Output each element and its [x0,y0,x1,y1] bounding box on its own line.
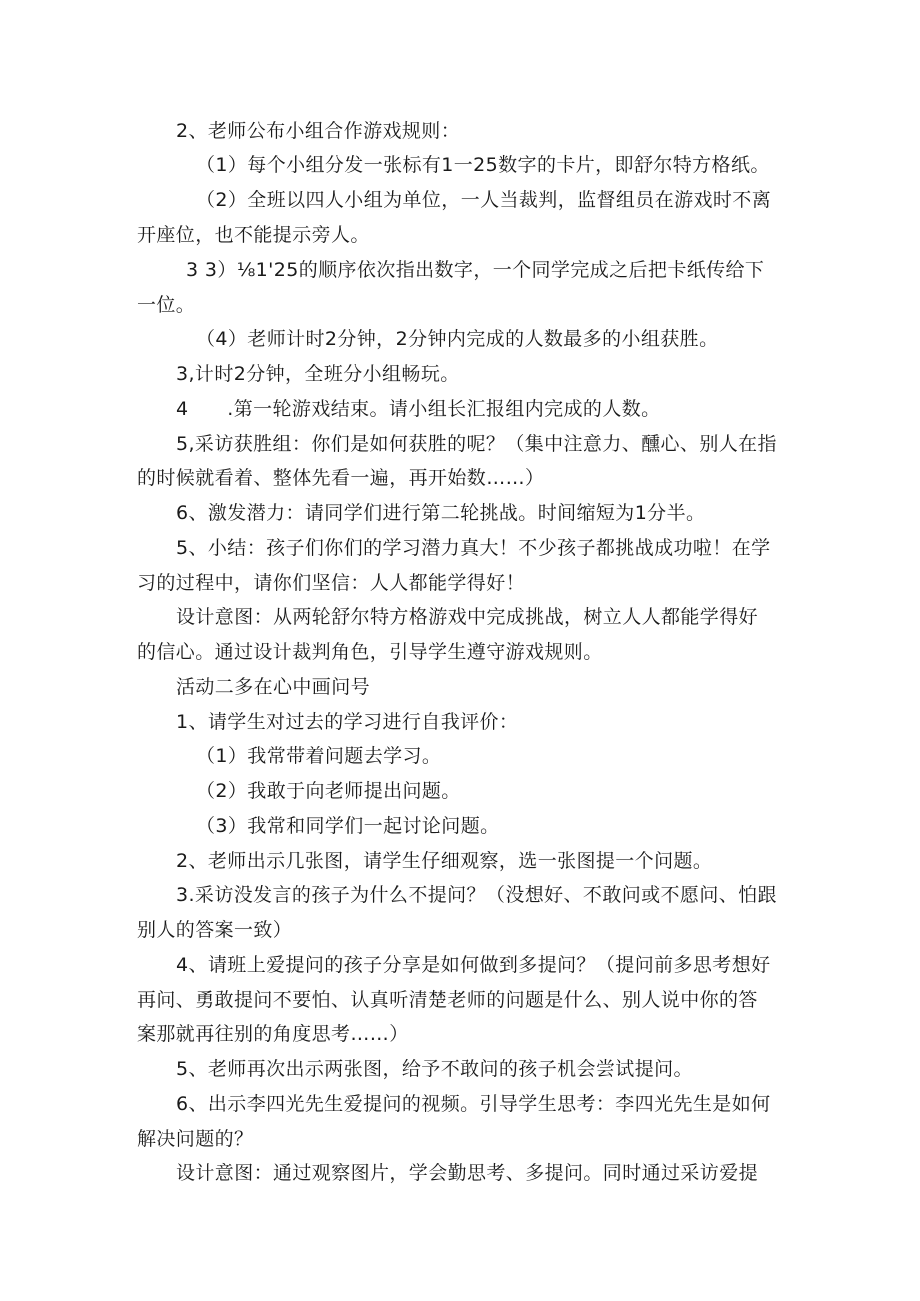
text-line: 6、出示李四光先生爱提问的视频。引导学生思考：李四光先生是如何 [176,1093,771,1115]
text-line: 4 .第一轮游戏结束。请小组长汇报组内完成的人数。 [176,398,661,420]
text-line: 3 3）⅛1'25的顺序依次指出数字，一个同学完成之后把卡纸传给下 [186,259,765,281]
text-line: 习的过程中，请你们坚信：人人都能学得好！ [137,572,526,594]
text-line: 设计意图：通过观察图片，学会勤思考、多提问。同时通过采访爱提 [176,1162,759,1184]
text-line: 2、老师出示几张图，请学生仔细观察，选一张图提一个问题。 [176,850,713,872]
text-line: 案那就再往别的角度思考……） [137,1023,409,1045]
text-line: （1）我常带着问题去学习。 [196,745,442,767]
text-line: 5,采访获胜组：你们是如何获胜的呢？（集中注意力、醺心、别人在指 [176,433,777,455]
text-line: 3,计时2分钟，全班分小组畅玩。 [176,363,460,385]
text-line: 再问、勇敢提问不要怕、认真听清楚老师的问题是什么、别人说中你的答 [137,989,758,1011]
section-heading: 活动二多在心中画问号 [176,676,371,698]
text-line: 4、请班上爱提问的孩子分享是如何做到多提问？（提问前多思考想好 [176,954,771,976]
text-line: 一位。 [137,294,196,316]
text-line: （4）老师计时2分钟，2分钟内完成的人数最多的小组获胜。 [196,328,719,350]
text-line: 5、小结：孩子们你们的学习潜力真大！不少孩子都挑战成功啦！在学 [176,537,771,559]
text-line: （2）全班以四人小组为单位，一人当裁判，监督组员在游戏时不离 [196,189,772,211]
text-line: （1）每个小组分发一张标有1一25数字的卡片，即舒尔特方格纸。 [196,154,770,176]
text-line: 别人的答案一致） [137,919,293,941]
text-line: 的时候就看着、整体先看一遍，再开始数……） [137,467,545,489]
text-line: 2、老师公布小组合作游戏规则： [176,120,461,142]
text-line: 开座位，也不能提示旁人。 [137,224,370,246]
text-line: （2）我敢于向老师提出问题。 [196,780,461,802]
text-line: 6、激发潜力：请同学们进行第二轮挑战。时间缩短为1分半。 [176,502,706,524]
text-line: 设计意图：从两轮舒尔特方格游戏中完成挑战，树立人人都能学得好 [176,606,759,628]
text-line: 1、请学生对过去的学习进行自我评价： [176,711,519,733]
text-line: 的信心。通过设计裁判角色，引导学生遵守游戏规则。 [137,641,603,663]
text-line: 解决问题的？ [137,1128,254,1150]
text-line: 3.采访没发言的孩子为什么不提问？（没想好、不敢问或不愿问、怕跟 [176,884,777,906]
text-line: （3）我常和同学们一起讨论问题。 [196,815,500,837]
text-line: 5、老师再次出示两张图，给予不敢问的孩子机会尝试提问。 [176,1058,693,1080]
